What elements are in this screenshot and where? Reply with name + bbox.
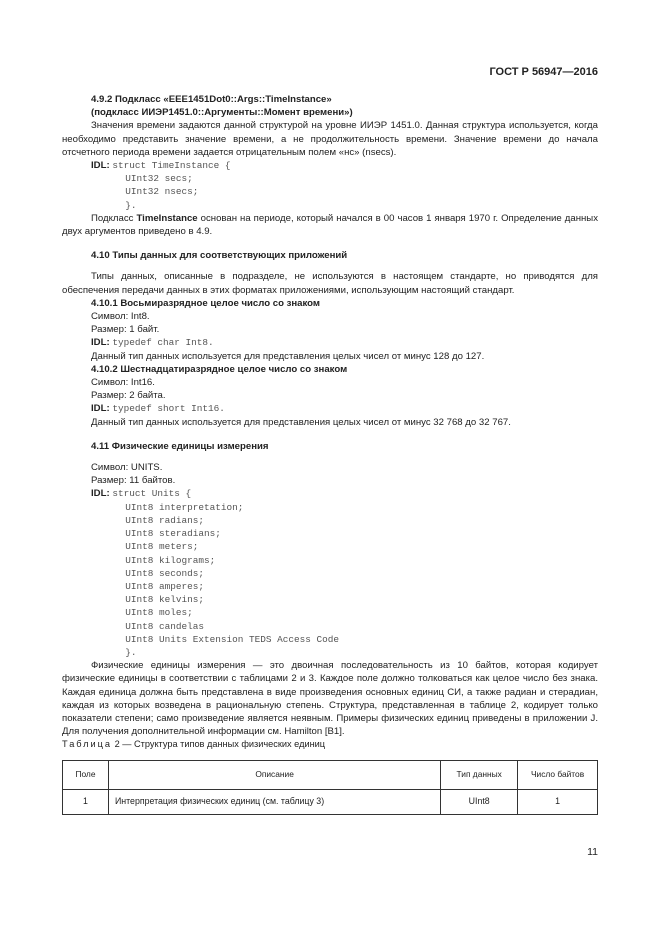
col-header-bytes: Число байтов [518, 760, 598, 789]
section-4-9-2-title: 4.9.2 Подкласс «EEE1451Dot0::Args::TimeInstance» [91, 94, 332, 105]
text-run: основан на периоде, который начался в 00 часов 1 января 1970 г. Определение данных двух аргументов приведено в 4.9. [62, 212, 598, 238]
section-4-11-title: 4.11 Физические единицы измерения [91, 440, 269, 452]
code-line: UInt8 steradians; [114, 528, 221, 540]
code-line: UInt8 seconds; [114, 567, 205, 579]
table-2 [62, 760, 598, 815]
code-line: UInt8 interpretation; [114, 501, 244, 513]
text-run: Подкласс [91, 212, 137, 224]
code-line: UInt8 amperes; [114, 580, 205, 592]
code-line: struct TimeInstance { [112, 160, 231, 172]
section-4-9-2-subtitle: (подкласс ИИЭР1451.0::Аргументы::Момент времени») [91, 107, 353, 119]
code-line: typedef short Int16. [112, 403, 225, 415]
cell-field: 1 [63, 789, 109, 814]
int16-symbol: Символ: Int16. [91, 377, 155, 389]
col-header-type: Тип данных [441, 760, 518, 789]
table-2-caption [62, 738, 598, 751]
idl-label: IDL: [91, 337, 110, 349]
caption-label: Таблица [62, 739, 113, 750]
units-symbol: Символ: UNITS. [91, 462, 163, 474]
timeinstance-description [62, 212, 598, 238]
caption-text: 2 — Структура типов данных физических единиц [114, 739, 326, 750]
section-4-10-title: 4.10 Типы данных для соответствующих приложений [91, 250, 348, 262]
int16-size: Размер: 2 байта. [91, 390, 166, 402]
cell-type: UInt8 [441, 789, 518, 814]
code-line: }. [114, 199, 137, 211]
page-body [62, 93, 598, 815]
code-line: UInt8 candelas [114, 620, 205, 632]
code-line: UInt8 moles; [114, 607, 193, 619]
bold-term: TimeInstance [136, 212, 198, 224]
code-line: UInt8 meters; [114, 541, 199, 553]
int8-usage: Данный тип данных используется для представления целых чисел от минус 128 до 127. [91, 350, 485, 362]
int16-idl [62, 402, 598, 415]
units-idl-block [62, 487, 598, 659]
code-line: UInt32 nsecs; [114, 186, 199, 198]
col-header-description: Описание [108, 760, 440, 789]
int8-idl [62, 336, 598, 349]
int16-usage: Данный тип данных используется для представления целых чисел от минус 32 768 до 32 767. [91, 416, 511, 428]
section-4-11-paragraph: Физические единицы измерения — это двоичная последовательность из 10 байтов, которая кодирует физические единицы в соответствии с таблицами 2 и 3. Каждое поле должно толковаться как целое число без знака. Каждая единица должна быть представлена в виде произведения основных единиц СИ, а также радиан и стерадиан, каждая из которых возведена в рациональную степень. Структура, представленная в таблице 2, кодирует только показатели степени; само произведение является неявным. Примеры физических единиц приведены в приложении J. Для получения дополнительной информации см. Hamilton [B1]. [62, 660, 598, 738]
cell-bytes: 1 [518, 789, 598, 814]
cell-description: Интерпретация физических единиц (см. таблицу 3) [108, 789, 440, 814]
units-size: Размер: 11 байтов. [91, 475, 176, 487]
section-4-10-1-title: 4.10.1 Восьмиразрядное целое число со знаком [91, 297, 321, 309]
code-line: struct Units { [112, 488, 192, 500]
idl-label: IDL: [91, 488, 110, 500]
code-line: }. [114, 646, 137, 658]
standard-header: ГОСТ Р 56947—2016 [489, 66, 598, 78]
code-line: UInt8 Units Extension TEDS Access Code [114, 633, 340, 645]
int8-size: Размер: 1 байт. [91, 324, 160, 336]
code-line: UInt32 secs; [114, 173, 193, 185]
code-line: UInt8 kilograms; [114, 554, 216, 566]
code-line: UInt8 radians; [114, 514, 205, 526]
int8-symbol: Символ: Int8. [91, 311, 150, 323]
col-header-field: Поле [63, 760, 109, 789]
idl-label: IDL: [91, 403, 110, 415]
section-4-10-paragraph: Типы данных, описанные в подразделе, не используются в настоящем стандарте, но приводятся для обеспечения передачи данных в этих форматах приложениями, использующим настоящий стандарт. [62, 271, 598, 296]
timeinstance-idl-block [62, 159, 598, 212]
section-4-9-2-paragraph: Значения времени задаются данной структурой на уровне ИИЭР 1451.0. Данная структура используется, когда необходимо представить значение времени, а не продолжительность времени. Значение времени до начала отсчетного периода времени задается отрицательным полем «нс» (nsecs). [62, 120, 598, 158]
code-line: UInt8 kelvins; [114, 594, 205, 606]
idl-label: IDL: [91, 160, 110, 172]
page-number: 11 [587, 846, 598, 858]
table-row [63, 789, 598, 814]
code-line: typedef char Int8. [112, 337, 214, 349]
table-header-row [63, 760, 598, 789]
section-4-10-2-title: 4.10.2 Шестнадцатиразрядное целое число со знаком [91, 363, 348, 375]
